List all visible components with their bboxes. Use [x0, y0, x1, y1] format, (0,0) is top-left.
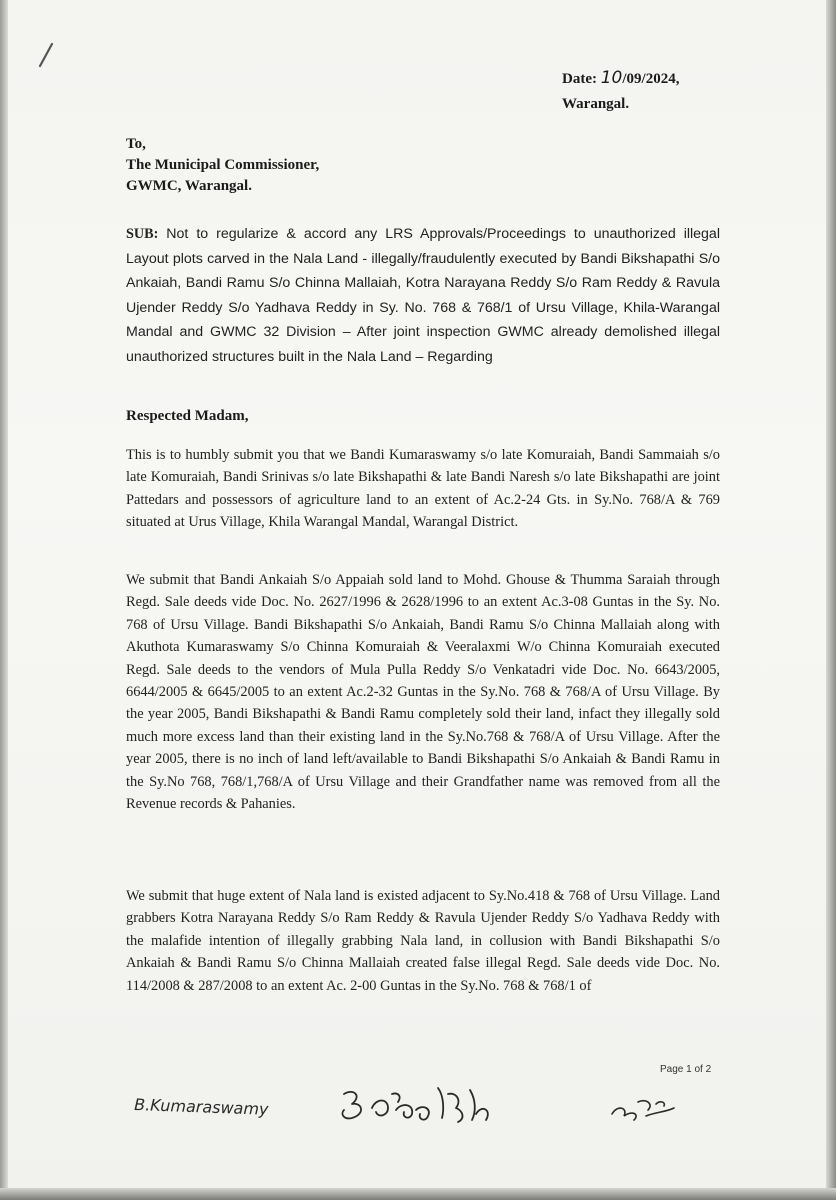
page-number: Page 1 of 2: [660, 1064, 712, 1075]
page-shadow-bottom: [0, 1188, 836, 1200]
date-place: Warangal.: [562, 96, 630, 112]
date-month-year: /09/2024,: [622, 71, 680, 87]
page-shadow-right: [826, 0, 836, 1200]
date-line: [562, 66, 679, 92]
body-paragraph-1: This is to humbly submit you that we Bandi Kumaraswamy s/o late Komuraiah, Bandi Sammaiah s/o late Komuraiah, Bandi Srinivas s/o late Bikshapathi & late Bandi Naresh s/o late Bikshapathi are joint Pattedars and possessors of agriculture land to an extent of Ac.2-24 Gts. in Sy.No. 768/A & 769 situated at Urus Village, Khila Warangal Mandal, Warangal District.: [126, 447, 720, 531]
body-paragraph-2: We submit that Bandi Ankaiah S/o Appaiah sold land to Mohd. Ghouse & Thumma Saraiah through Regd. Sale deeds vide Doc. No. 2627/1996 & 2628/1996 to an extent Ac.3-08 Guntas in the Sy. No. 768 of Ursu Village. Bandi Bikshapathi S/o Ankaiah, Bandi Ramu S/o Chinna Mallaiah along with Akuthota Kumaraswamy S/o Chinna Komuraiah & Veeralaxmi W/o Chinna Komuraiah executed Regd. Sale deeds to the vendors of Mula Pulla Reddy S/o Venkatadri vide Doc. No. 6643/2005, 6644/2005 & 6645/2005 to an extent Ac.2-32 Guntas in the Sy.No. 768 & 768/A of Ursu Village. By the year 2005, Bandi Bikshapathi & Bandi Ramu completely sold their land, infact they illegally sold much more excess land than their existing land in the Sy.No.768 & 768/A of Ursu Village. After the year 2005, there is no inch of land left/available to Bandi Bikshapathi S/o Ankaiah & Bandi Ramu in the Sy.No 768, 768/1,768/A of Ursu Village and their Grandfather name was removed from all the Revenue records & Pahanies.: [126, 572, 720, 813]
recipient-title: The Municipal Commissioner,: [126, 157, 320, 173]
subject-label: SUB:: [126, 226, 159, 242]
page-shadow-left: [0, 0, 8, 1200]
body-paragraph-3: We submit that huge extent of Nala land is existed adjacent to Sy.No.418 & 768 of Ursu Village. Land grabbers Kotra Narayana Reddy S/o Ram Reddy & Ravula Ujender Reddy S/o Yadhava Reddy with the malafide intention of illegally grabbing Nala land, in collusion with Bandi Bikshapathi S/o Ankaiah & Bandi Ramu S/o Chinna Mallaiah created false illegal Regd. Sale deeds vide Doc. No. 114/2008 & 287/2008 to an extent Ac. 2-00 Guntas in the Sy.No. 768 & 768/1 of: [126, 888, 720, 994]
signature-telugu: [342, 1088, 487, 1122]
subject-paragraph: [126, 222, 720, 369]
recipient-office: GWMC, Warangal.: [126, 178, 252, 194]
recipient-to: To,: [126, 136, 146, 152]
signature-kumaraswamy: B.Kumaraswamy: [133, 1095, 269, 1119]
signature-area: [126, 1074, 726, 1134]
pencil-mark-icon: [34, 40, 74, 70]
signature-mark: [612, 1101, 674, 1120]
salutation: Respected Madam,: [126, 408, 249, 424]
recipient-block: [126, 134, 319, 197]
date-block: [562, 66, 679, 117]
subject-text: Not to regularize & accord any LRS Approvals/Proceedings to unauthorized illegal Layout plots carved in the Nala Land - illegally/fraudulently executed by Bandi Bikshapathi S/o Ankaiah, Bandi Ramu S/o Chinna Mallaiah, Kotra Narayana Reddy S/o Ram Reddy & Ravula Ujender Reddy S/o Yadhava Reddy in Sy. No. 768 & 768/1 of Ursu Village, Khila-Warangal Mandal and GWMC 32 Division – After joint inspection GWMC already demolished illegal unauthorized structures built in the Nala Land – Regarding: [126, 226, 720, 365]
date-day: 10: [600, 68, 623, 88]
date-label: Date:: [562, 71, 597, 87]
